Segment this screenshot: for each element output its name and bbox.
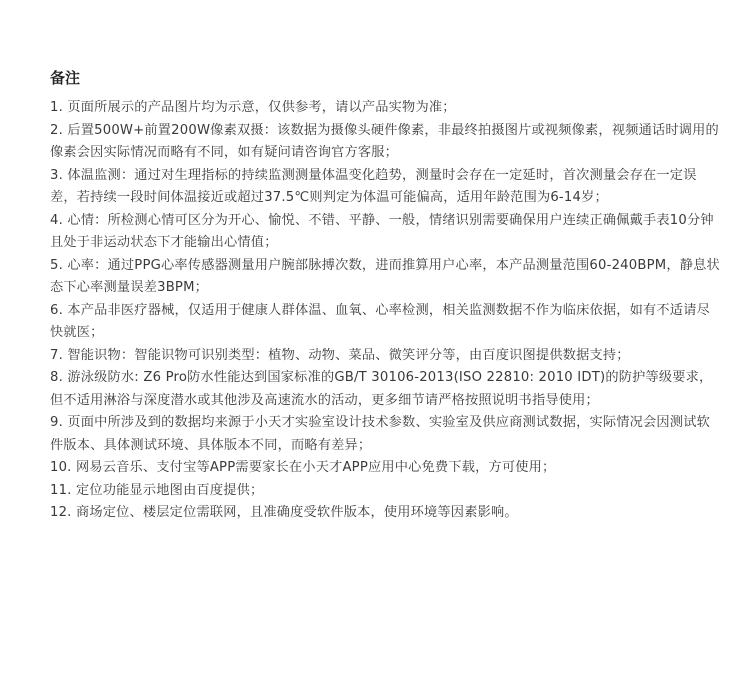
note-item-10: 10. 网易云音乐、支付宝等APP需要家长在小天才APP应用中心免费下载，方可使用； <box>50 460 556 475</box>
note-item-12: 12. 商场定位、楼层定位需联网，且准确度受软件版本，使用环境等因素影响。 <box>50 505 518 520</box>
note-item-7: 7. 智能识物：智能识物可识别类型：植物、动物、菜品、微笑评分等，由百度识图提供数据支持； <box>50 347 630 363</box>
note-item-9: 9. 页面中所涉及到的数据均来源于小天才实验室设计技术参数、实验室及供应商测试数据，实际情况会因测试软件版本、具体测试环境、具体版本不同，而略有差异； <box>50 415 710 453</box>
note-item-6: 6. 本产品非医疗器械，仅适用于健康人群体温、血氧、心率检测，相关监测数据不作为临床依据，如有不适请尽快就医； <box>50 302 710 340</box>
note-item-3: 3. 体温监测：通过对生理指标的持续监测测量体温变化趋势，测量时会存在一定延时，首次测量会存在一定误差，若持续一段时间体温接近或超过37.5℃则判定为体温可能偏高，适用年龄范围为6-14岁； <box>50 167 697 205</box>
note-item-2: 2. 后置500W+前置200W像素双摄：该数据为摄像头硬件像素，非最终拍摄图片或视频像素，视频通话时调用的像素会因实际情况而略有不同，如有疑问请咨询官方客服； <box>50 122 719 160</box>
note-list <box>50 97 720 525</box>
note-item-11: 11. 定位功能显示地图由百度提供； <box>50 482 264 498</box>
note-item-1: 1. 页面所展示的产品图片均为示意，仅供参考，请以产品实物为准； <box>50 100 456 115</box>
notes-title: 备注 <box>50 69 81 87</box>
note-item-5: 5. 心率：通过PPG心率传感器测量用户腕部脉搏次数，进而推算用户心率，本产品测量范围60-240BPM，静息状态下心率测量误差3BPM； <box>50 257 720 295</box>
note-item-4: 4. 心情：所检测心情可区分为开心、愉悦、不错、平静、一般，情绪识别需要确保用户连续正确佩戴手表10分钟且处于非运动状态下才能输出心情值； <box>50 212 714 250</box>
note-item-8: 8. 游泳级防水: Z6 Pro防水性能达到国家标准的GB/T 30106-2013(ISO 22810: 2010 IDT)的防护等级要求，但不适用淋浴与深度潜水或其他涉及高速流水的活动，更多细节请严格按照说明书指导使用； <box>50 370 713 408</box>
